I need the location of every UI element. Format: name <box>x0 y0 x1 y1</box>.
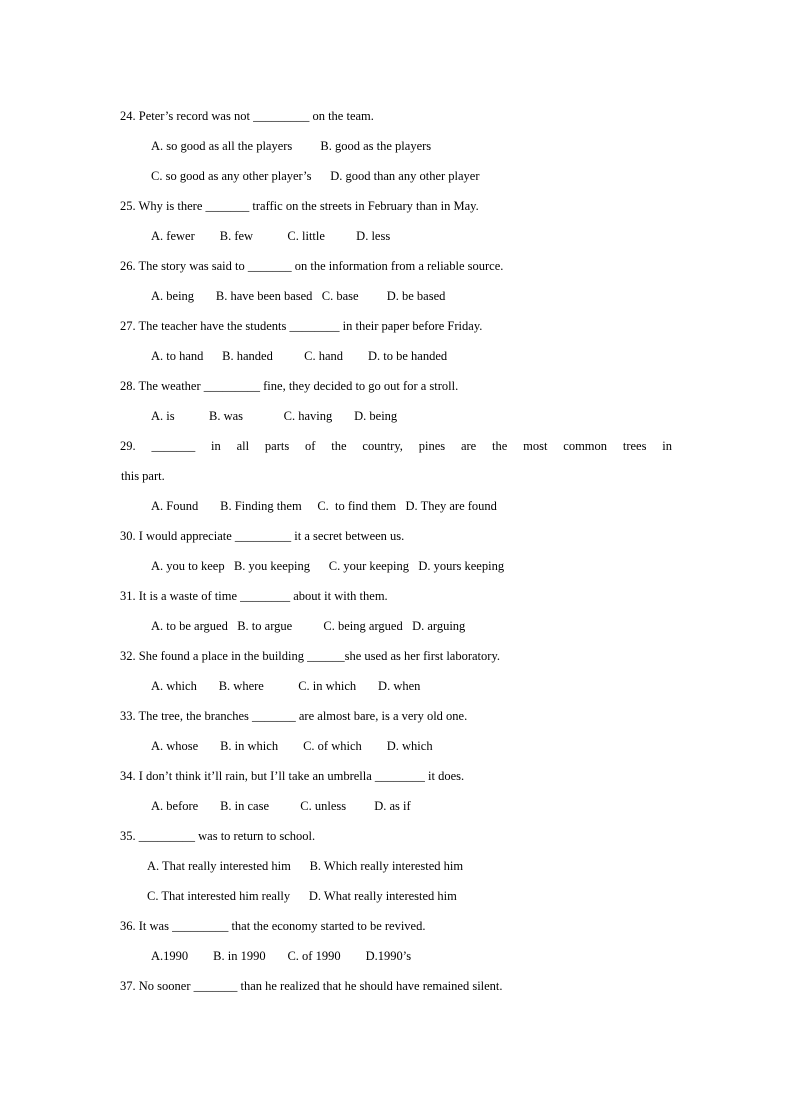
question-24-stem: 24. Peter’s record was not _________ on the team. <box>120 109 374 123</box>
question-31-stem: 31. It is a waste of time ________ about it with them. <box>120 589 388 603</box>
question-34-stem: 34. I don’t think it’ll rain, but I’ll take an umbrella ________ it does. <box>120 769 465 783</box>
question-32-stem: 32. She found a place in the building ______she used as her first laboratory. <box>120 649 501 663</box>
question-36-stem: 36. It was _________ that the economy started to be revived. <box>120 919 426 933</box>
question-29-stem: 29. _______ in all parts of the country, pines are the most common trees in <box>120 439 672 453</box>
question-27-stem: 27. The teacher have the students ________ in their paper before Friday. <box>120 319 483 333</box>
question-24-options-1: A. so good as all the players B. good as the players <box>151 139 432 153</box>
question-30-stem: 30. I would appreciate _________ it a secret between us. <box>120 529 405 543</box>
question-29-continuation: this part. <box>121 469 165 483</box>
question-35-options-1: A. That really interested him B. Which really interested him <box>147 859 464 873</box>
question-25-stem: 25. Why is there _______ traffic on the streets in February than in May. <box>120 199 479 213</box>
question-29-options: A. Found B. Finding them C. to find them D. They are found <box>151 499 497 513</box>
question-33-options: A. whose B. in which C. of which D. which <box>151 739 433 753</box>
question-31-options: A. to be argued B. to argue C. being argued D. arguing <box>151 619 466 633</box>
question-34-options: A. before B. in case C. unless D. as if <box>151 799 411 813</box>
question-36-options: A.1990 B. in 1990 C. of 1990 D.1990’s <box>151 949 412 963</box>
question-32-options: A. which B. where C. in which D. when <box>151 679 421 693</box>
question-28-stem: 28. The weather _________ fine, they decided to go out for a stroll. <box>120 379 459 393</box>
question-33-stem: 33. The tree, the branches _______ are almost bare, is a very old one. <box>120 709 468 723</box>
question-26-options: A. being B. have been based C. base D. be based <box>151 289 446 303</box>
question-27-options: A. to hand B. handed C. hand D. to be handed <box>151 349 448 363</box>
question-35-options-2: C. That interested him really D. What really interested him <box>147 889 457 903</box>
question-24-options-2: C. so good as any other player’s D. good than any other player <box>151 169 480 183</box>
question-25-options: A. fewer B. few C. little D. less <box>151 229 391 243</box>
question-37-stem: 37. No sooner _______ than he realized that he should have remained silent. <box>120 979 503 993</box>
question-35-stem: 35. _________ was to return to school. <box>120 829 316 843</box>
question-26-stem: 26. The story was said to _______ on the information from a reliable source. <box>120 259 504 273</box>
question-28-options: A. is B. was C. having D. being <box>151 409 398 423</box>
question-30-options: A. you to keep B. you keeping C. your keeping D. yours keeping <box>151 559 505 573</box>
